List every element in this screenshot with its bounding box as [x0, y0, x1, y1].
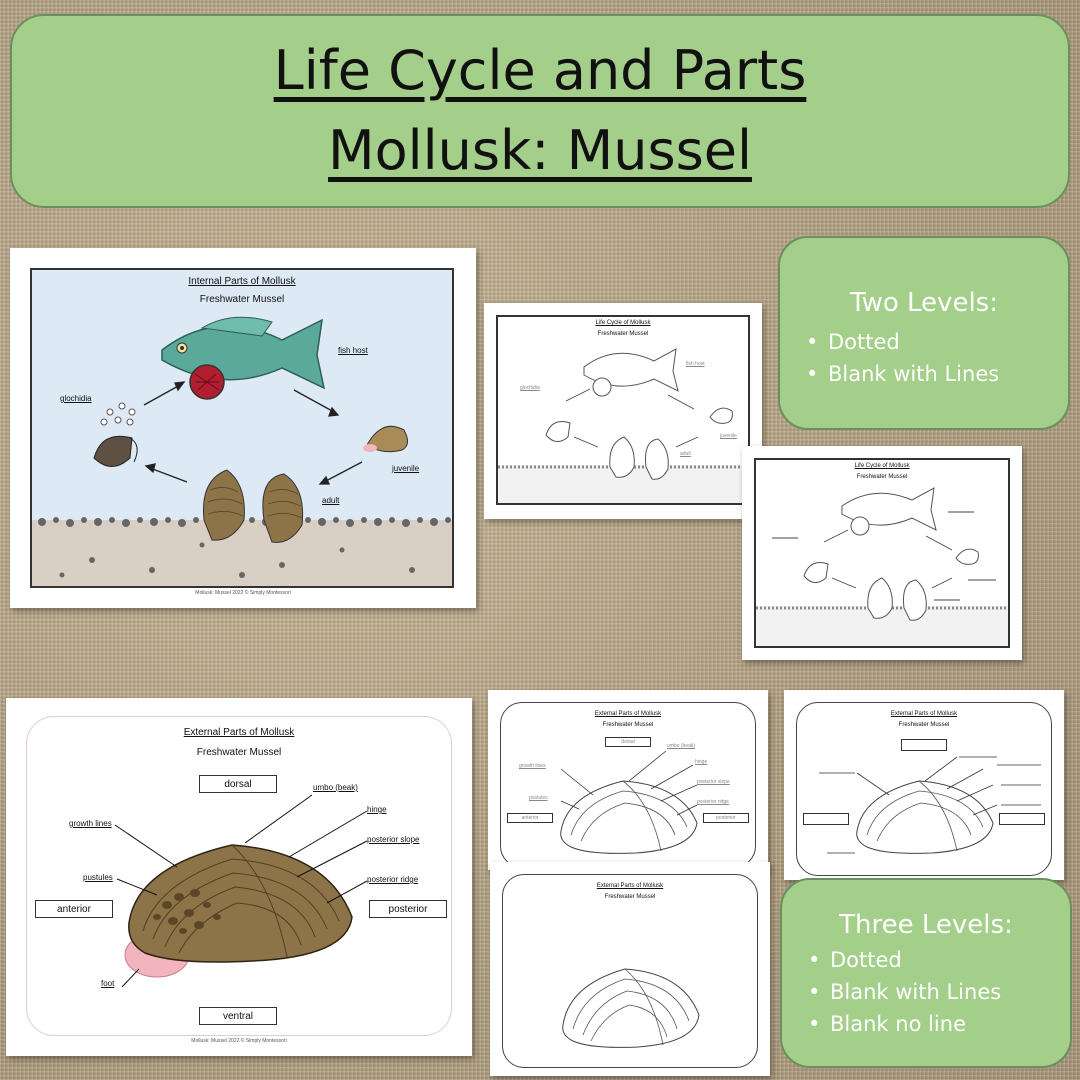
dotted-label-fish-host: fish host — [686, 361, 705, 367]
lines-anterior-box — [803, 813, 849, 825]
external-color-title: External Parts of Mollusk — [183, 727, 295, 738]
life-cycle-blank-title: Life Cycle of Mollusk — [854, 463, 910, 469]
label-adult: adult — [322, 496, 340, 505]
label-fish-host: fish host — [338, 346, 368, 355]
life-cycle-blank-frame — [754, 458, 1010, 648]
external-parts-noline-card — [490, 862, 770, 1076]
two-levels-callout — [778, 236, 1070, 430]
external-dotted-subtitle: Freshwater Mussel — [602, 722, 654, 728]
dotted-label-hinge: hinge — [695, 759, 708, 765]
two-levels-item: • Dotted — [802, 326, 1068, 358]
dotted-label-glochidia: glochidia — [520, 385, 540, 391]
external-dotted-title: External Parts of Mollusk — [594, 711, 662, 717]
life-cycle-dotted-frame — [496, 315, 750, 505]
dorsal-box: dorsal — [199, 775, 277, 793]
dotted-label-posterior-ridge: posterior ridge — [697, 799, 729, 805]
external-noline-subtitle: Freshwater Mussel — [604, 894, 656, 900]
label-glochidia: glochidia — [60, 394, 92, 403]
three-levels-item: • Dotted — [804, 944, 1070, 976]
life-cycle-color-card — [10, 248, 476, 608]
three-levels-list — [804, 944, 1070, 1040]
external-noline-frame — [502, 874, 758, 1068]
external-noline-title: External Parts of Mollusk — [596, 883, 664, 889]
lines-posterior-box — [999, 813, 1045, 825]
dotted-posterior-box: posterior — [703, 813, 749, 823]
life-cycle-blank-subtitle: Freshwater Mussel — [856, 474, 908, 480]
title-line-2: Mollusk: Mussel — [328, 119, 752, 182]
external-lines-shell — [797, 703, 1052, 876]
two-levels-list — [802, 326, 1068, 390]
life-cycle-dotted-subtitle: Freshwater Mussel — [597, 331, 649, 337]
ventral-box: ventral — [199, 1007, 277, 1025]
two-levels-item: • Blank with Lines — [802, 358, 1068, 390]
external-lines-title: External Parts of Mollusk — [890, 711, 958, 717]
life-cycle-dotted-card — [484, 303, 762, 519]
dotted-label-adult: adult — [680, 451, 691, 457]
title-banner — [10, 14, 1070, 208]
anterior-box: anterior — [35, 900, 113, 918]
label-posterior-ridge: posterior ridge — [367, 875, 419, 884]
dotted-dorsal-box: dorsal — [605, 737, 651, 747]
posterior-box: posterior — [369, 900, 447, 918]
dotted-label-growth-lines: growth lines — [519, 763, 546, 769]
life-cycle-color-frame — [30, 268, 454, 588]
life-cycle-dotted-illustration — [498, 317, 750, 505]
title-line-1: Life Cycle and Parts — [273, 39, 807, 102]
dotted-label-juvenile: juvenile — [720, 433, 737, 439]
life-cycle-color-subtitle: Freshwater Mussel — [199, 294, 285, 305]
external-parts-dotted-card — [488, 690, 768, 870]
external-lines-subtitle: Freshwater Mussel — [898, 722, 950, 728]
label-growth-lines: growth lines — [69, 819, 112, 828]
external-color-footer: Mollusk: Mussel 2022 © Simply Montessori — [191, 1038, 287, 1044]
life-cycle-dotted-title: Life Cycle of Mollusk — [595, 320, 651, 326]
label-posterior-slope: posterior slope — [367, 835, 420, 844]
dotted-anterior-box: anterior — [507, 813, 553, 823]
fish-host-drawing — [162, 317, 324, 399]
dotted-label-posterior-slope: posterior slope — [697, 779, 730, 785]
three-levels-heading: Three Levels: — [839, 910, 1013, 940]
two-levels-heading: Two Levels: — [850, 288, 998, 318]
three-levels-item: • Blank no line — [804, 1008, 1070, 1040]
three-levels-callout — [780, 878, 1072, 1068]
external-parts-color-card — [6, 698, 472, 1056]
life-cycle-color-title: Internal Parts of Mollusk — [188, 276, 296, 287]
life-cycle-color-footer: Mollusk: Mussel 2022 © Simply Montessori — [195, 590, 291, 596]
external-noline-shell — [503, 875, 758, 1068]
three-levels-item: • Blank with Lines — [804, 976, 1070, 1008]
label-foot: foot — [101, 979, 115, 988]
external-color-subtitle: Freshwater Mussel — [196, 747, 282, 758]
external-parts-color-frame — [26, 716, 452, 1036]
label-pustules: pustules — [83, 873, 113, 882]
dotted-label-pustules: pustules — [529, 795, 548, 801]
life-cycle-color-illustration — [32, 270, 454, 588]
external-parts-lines-card — [784, 690, 1064, 880]
label-umbo: umbo (beak) — [313, 783, 358, 792]
label-hinge: hinge — [367, 805, 387, 814]
life-cycle-blank-card — [742, 446, 1022, 660]
external-lines-frame — [796, 702, 1052, 876]
life-cycle-blank-illustration — [756, 460, 1010, 648]
label-juvenile: juvenile — [392, 464, 420, 473]
external-dotted-frame — [500, 702, 756, 868]
dotted-label-umbo: umbo (beak) — [667, 743, 696, 749]
lines-dorsal-box — [901, 739, 947, 751]
